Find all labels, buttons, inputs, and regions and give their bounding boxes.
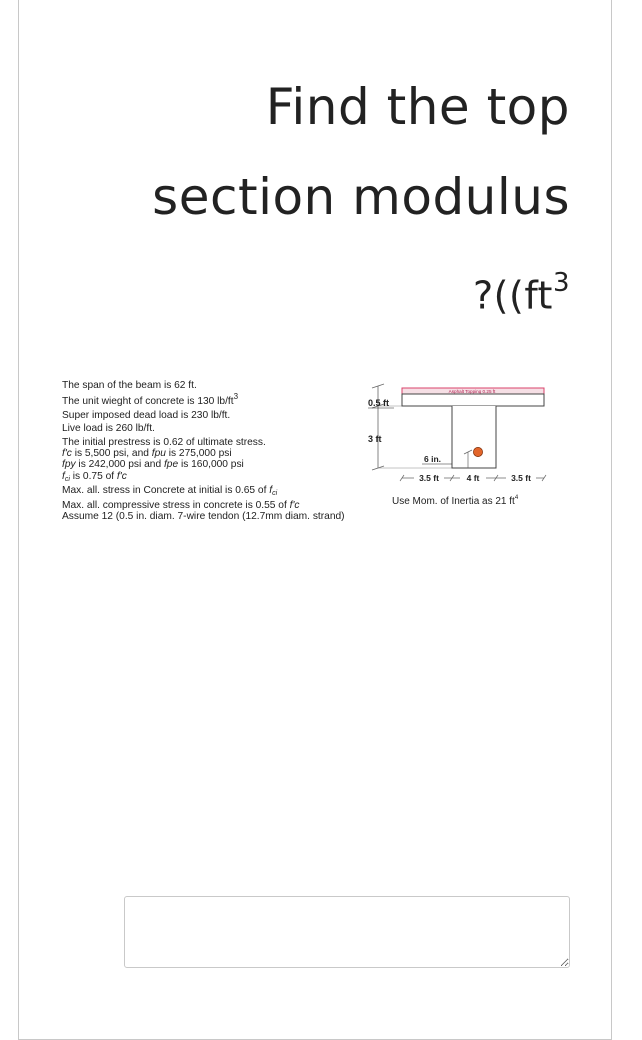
fci-subscript-2: ci (272, 490, 278, 498)
title-exponent: 3 (552, 268, 570, 298)
fpy-fpe-text (62, 459, 402, 470)
fpu-value: is 275,000 psi (165, 448, 232, 460)
web-width-label: 4 ft (466, 473, 480, 483)
depth-label: 3 ft (368, 434, 382, 444)
flange-thickness-label: 0.5 ft (368, 398, 390, 408)
left-overhang-label: 3.5 ft (419, 473, 439, 483)
unit-weight-label: The unit wieght of concrete is 130 lb/ft (62, 396, 234, 408)
fc-symbol-3: f'c (289, 499, 300, 511)
fpy-symbol: fpy (62, 459, 76, 471)
fpe-symbol: fpe (163, 459, 179, 471)
span-text: The span of the beam is 62 ft. (62, 380, 197, 391)
initial-stress-label: Max. all. stress in Concrete at initial is 0.65 of (62, 485, 270, 497)
tee-web (452, 406, 496, 468)
answer-input[interactable] (124, 896, 570, 968)
inertia-note-text: Use Mom. of Inertia as 21 ft (392, 496, 515, 507)
fci-symbol: f (62, 470, 65, 482)
right-overhang-label: 3.5 ft (511, 473, 531, 483)
tee-flange (402, 394, 544, 406)
question-title-line-1: Find the top (265, 78, 570, 136)
fci-text (62, 471, 402, 485)
prestress-text: The initial prestress is 0.62 of ultimate stress. (62, 436, 266, 448)
fc-symbol-2: f'c (116, 470, 127, 482)
fci-value: is 0.75 of (69, 470, 117, 482)
inertia-note (392, 495, 518, 507)
tendon-text: Assume 12 (0.5 in. diam. 7-wire tendon (12.7mm diam. strand) (62, 511, 345, 523)
title-units: ?((ft (473, 273, 553, 318)
fc-symbol: f'c (62, 448, 72, 460)
eccentricity-label: 6 in. (424, 454, 442, 464)
compressive-stress-text (62, 500, 402, 511)
question-title-line-2: section modulus (152, 168, 570, 226)
fc-fpu-text (62, 448, 402, 459)
compressive-stress-label: Max. all. compressive stress in concrete is 0.55 of (62, 499, 290, 511)
question-title-line-3 (473, 268, 570, 318)
tendon-circle (473, 447, 482, 456)
initial-stress-text (62, 485, 402, 499)
unit-weight-exponent: 3 (233, 392, 239, 402)
fc-value: is 5,500 psi, and (71, 448, 152, 460)
fpu-symbol: fpu (151, 448, 166, 460)
fci-subscript: ci (64, 475, 70, 483)
topping-label: Asphalt Topping 0.25 ft (448, 389, 496, 394)
problem-statement (62, 380, 402, 522)
tee-section-diagram (360, 382, 560, 492)
unit-weight-text (62, 391, 402, 407)
fci-symbol-2: f (269, 485, 273, 497)
inertia-note-exponent: 4 (514, 495, 519, 501)
fpy-value: is 242,000 psi and (75, 459, 164, 471)
fpe-value: is 160,000 psi (178, 459, 244, 471)
live-load-text: Live load is 260 lb/ft. (62, 423, 155, 435)
dead-load-text: Super imposed dead load is 230 lb/ft. (62, 409, 231, 421)
